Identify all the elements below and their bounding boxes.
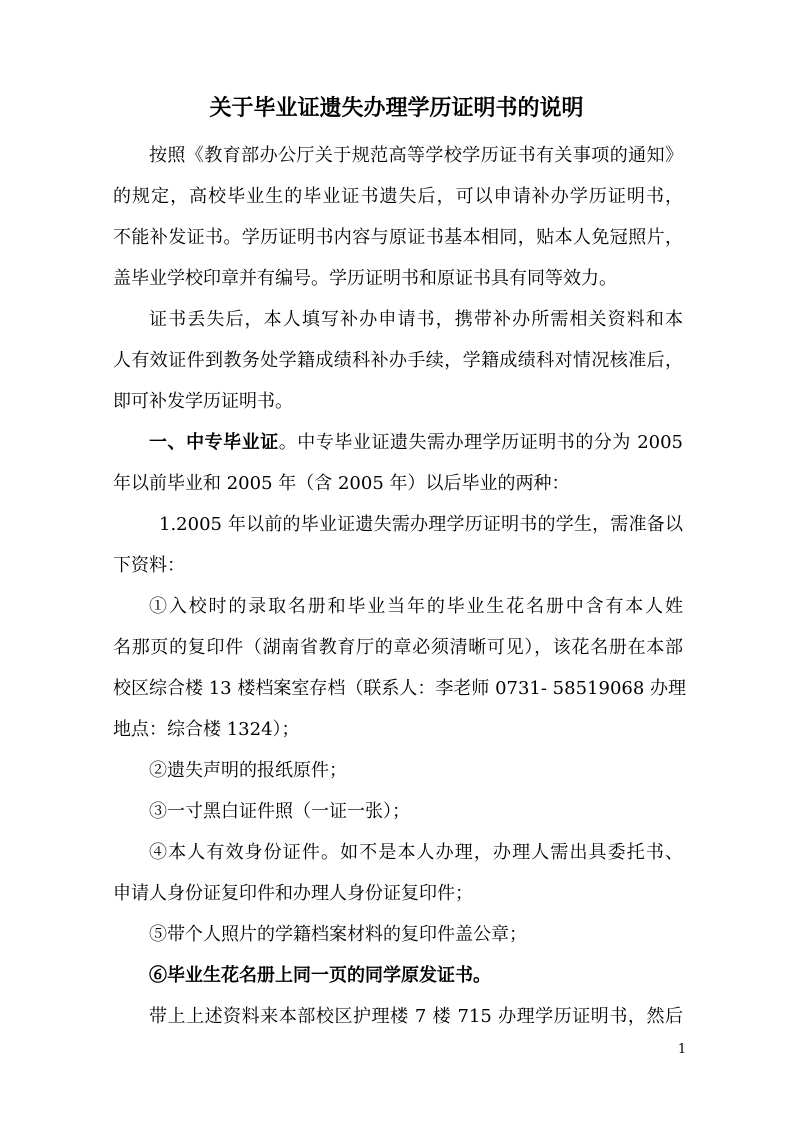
req1-line-3: 校区综合楼 13 楼档案室存档（联系人：李老师 0731- 58519068 办理 [113, 678, 687, 699]
page-number: 1 [677, 1042, 687, 1057]
item1-line-2: 下资料： [113, 555, 185, 576]
intro-p2-line-2: 人有效证件到教务处学籍成绩科补办手续，学籍成绩科对情况核准后， [113, 350, 683, 371]
req4-line-1: ④本人有效身份证件。如不是本人办理，办理人需出具委托书、 [149, 842, 683, 863]
req6-line: ⑥毕业生花名册上同一页的同学原发证书。 [149, 965, 491, 986]
item1-line-1: 1.2005 年以前的毕业证遗失需办理学历证明书的学生，需准备以 [159, 514, 683, 535]
req2-line: ②遗失声明的报纸原件； [149, 760, 347, 781]
req1-line-4: 地点：综合楼 1324）； [113, 719, 300, 740]
req4-line-2: 申请人身份证复印件和办理人身份证复印件； [113, 883, 473, 904]
intro-p1-line-3: 不能补发证书。学历证明书内容与原证书基本相同，贴本人免冠照片， [113, 227, 683, 248]
section1-line-1-text: 。中专毕业证遗失需办理学历证明书的分为 2005 [278, 432, 684, 453]
document-title: 关于毕业证遗失办理学历证明书的说明 [209, 95, 584, 121]
intro-p2-line-3: 即可补发学历证明书。 [113, 391, 293, 412]
req1-line-2: 名那页的复印件（湖南省教育厅的章必须清晰可见），该花名册在本部 [113, 637, 683, 658]
section1-line-2: 年以前毕业和 2005 年（含 2005 年）以后毕业的两种： [113, 473, 570, 494]
intro-p1-line-4: 盖毕业学校印章并有编号。学历证明书和原证书具有同等效力。 [113, 268, 617, 289]
intro-p1-line-2: 的规定，高校毕业生的毕业证书遗失后，可以申请补办学历证明书， [113, 186, 683, 207]
req3-line: ③一寸黑白证件照（一证一张）； [149, 801, 410, 822]
section1-heading: 一、中专毕业证 [149, 432, 279, 453]
intro-p1-line-1: 按照《教育部办公厅关于规范高等学校学历证书有关事项的通知》 [149, 145, 683, 166]
intro-p2-line-1: 证书丢失后，本人填写补办申请书，携带补办所需相关资料和本 [149, 309, 683, 330]
req1-line-1: ①入校时的录取名册和毕业当年的毕业生花名册中含有本人姓 [149, 596, 683, 617]
closing-line: 带上上述资料来本部校区护理楼 7 楼 715 办理学历证明书，然后 [149, 1006, 683, 1027]
section1-line-1 [149, 423, 683, 463]
req5-line: ⑤带个人照片的学籍档案材料的复印件盖公章； [149, 924, 527, 945]
